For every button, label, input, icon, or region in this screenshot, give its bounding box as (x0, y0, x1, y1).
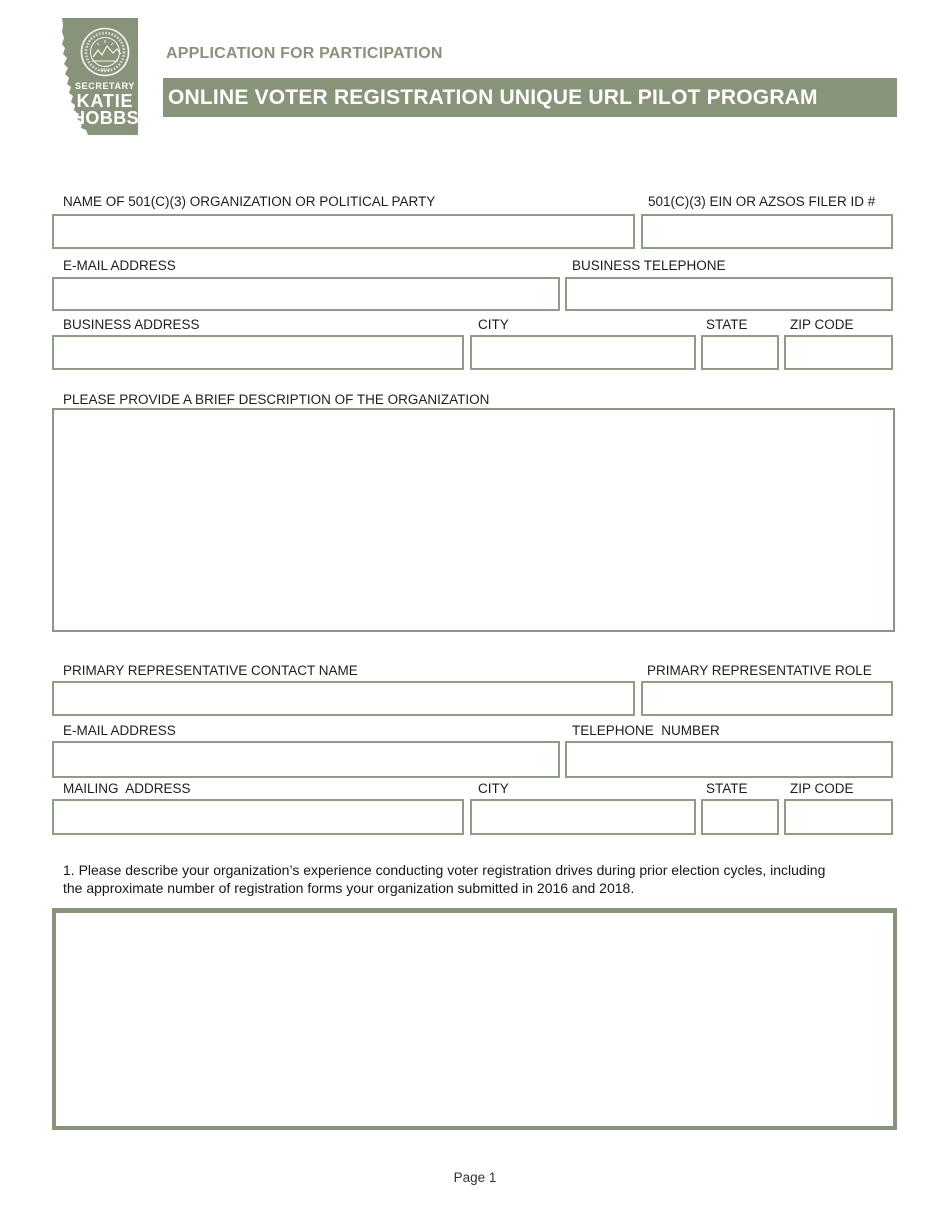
form-title: APPLICATION FOR PARTICIPATION (166, 45, 443, 62)
logo-secretary-text: SECRETARY (75, 81, 135, 91)
rep-zip-input[interactable] (784, 799, 893, 835)
org-zip-label: ZIP CODE (790, 317, 854, 332)
org-address-input[interactable] (52, 335, 464, 370)
rep-role-label: PRIMARY REPRESENTATIVE ROLE (647, 663, 872, 678)
program-banner (163, 78, 897, 117)
org-state-label: STATE (706, 317, 748, 332)
rep-phone-input[interactable] (565, 741, 893, 778)
org-email-label: E-MAIL ADDRESS (63, 258, 176, 273)
rep-address-label: MAILING ADDRESS (63, 781, 191, 796)
rep-state-label: STATE (706, 781, 748, 796)
question1-text-line2: the approximate number of registration forms your organization submitted in 2016 and 2018. (63, 880, 635, 896)
program-banner-title: ONLINE VOTER REGISTRATION UNIQUE URL PILOT PROGRAM (168, 86, 818, 109)
org-city-input[interactable] (470, 335, 696, 370)
org-phone-input[interactable] (565, 277, 893, 311)
rep-zip-label: ZIP CODE (790, 781, 854, 796)
org-city-label: CITY (478, 317, 509, 332)
org-phone-label: BUSINESS TELEPHONE (572, 258, 726, 273)
logo-last-name-text: HOBBS (72, 108, 140, 128)
rep-city-label: CITY (478, 781, 509, 796)
org-name-label: NAME OF 501(C)(3) ORGANIZATION OR POLITICAL PARTY (63, 194, 436, 209)
az-secretary-of-state-logo (62, 18, 138, 135)
org-description-textarea[interactable] (52, 408, 895, 632)
rep-city-input[interactable] (470, 799, 696, 835)
rep-phone-label: TELEPHONE NUMBER (572, 723, 720, 738)
rep-role-input[interactable] (641, 681, 893, 716)
org-name-input[interactable] (52, 214, 635, 249)
page-number: Page 1 (453, 1170, 497, 1185)
org-email-input[interactable] (52, 277, 560, 311)
org-state-input[interactable] (701, 335, 779, 370)
rep-email-label: E-MAIL ADDRESS (63, 723, 176, 738)
logo-first-name-text: KATIE (76, 91, 134, 111)
rep-email-input[interactable] (52, 741, 560, 778)
org-filer-id-input[interactable] (641, 214, 893, 249)
org-filer-id-label: 501(C)(3) EIN OR AZSOS FILER ID # (648, 194, 876, 209)
org-zip-input[interactable] (784, 335, 893, 370)
org-address-label: BUSINESS ADDRESS (63, 317, 200, 332)
rep-contact-name-label: PRIMARY REPRESENTATIVE CONTACT NAME (63, 663, 358, 678)
org-description-label: PLEASE PROVIDE A BRIEF DESCRIPTION OF THE ORGANIZATION (63, 392, 490, 407)
rep-state-input[interactable] (701, 799, 779, 835)
question1-text-line1: 1. Please describe your organization’s experience conducting voter registration drives during prior election cycles, including (63, 862, 826, 878)
rep-address-input[interactable] (52, 799, 464, 835)
question1-answer-textarea[interactable] (52, 908, 897, 1130)
seal-year-text: 1912 (99, 67, 111, 72)
rep-contact-name-input[interactable] (52, 681, 635, 716)
